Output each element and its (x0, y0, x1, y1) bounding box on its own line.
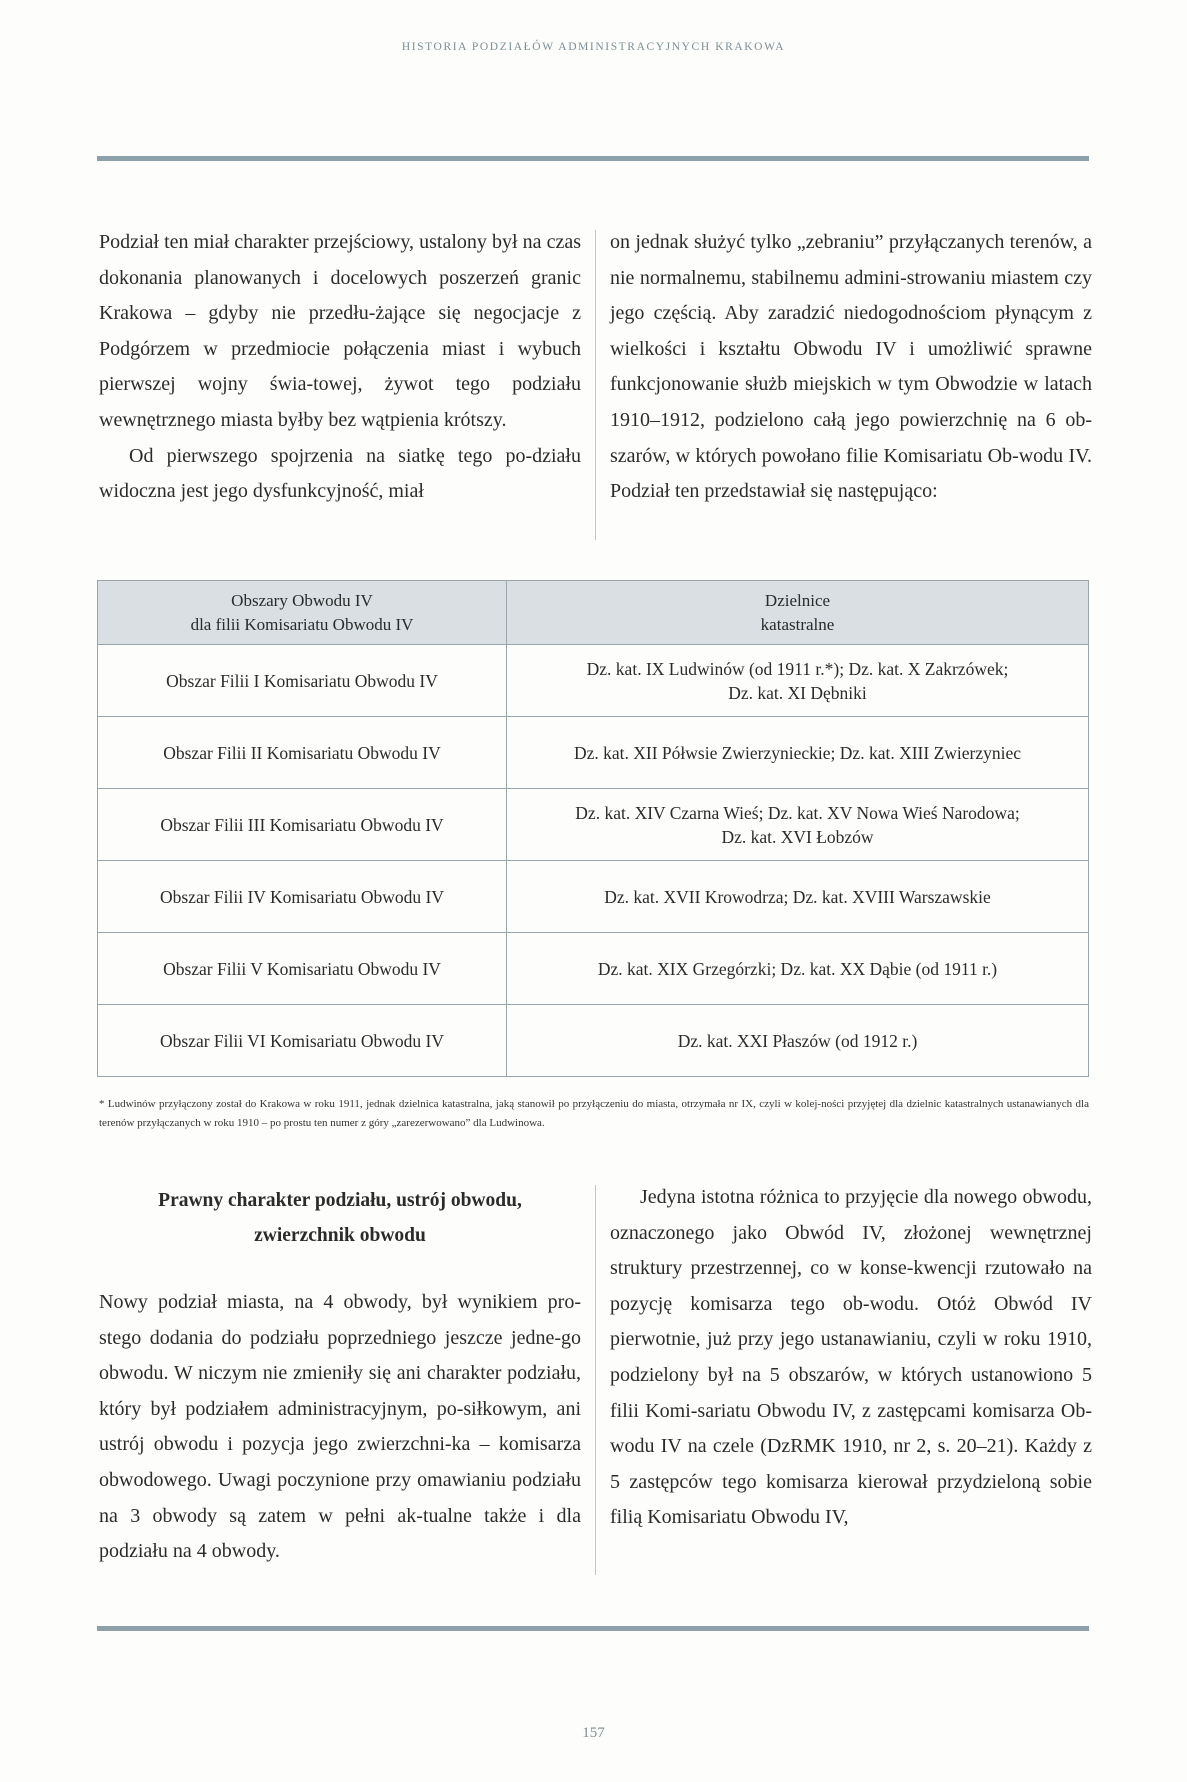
column-divider (595, 1185, 596, 1575)
header-areas-line: dla filii Komisariatu Obwodu IV (190, 614, 414, 634)
area-cell: Obszar Filii III Komisariatu Obwodu IV (98, 789, 507, 861)
section-heading (99, 1183, 581, 1253)
districts-line: Dz. kat. XVI Łobzów (721, 826, 874, 847)
districts-line: Dz. kat. XXI Płaszów (od 1912 r.) (677, 1030, 918, 1051)
districts-cell (507, 717, 1089, 789)
districts-cell (507, 789, 1089, 861)
table-header-row (98, 581, 1089, 645)
header-areas-line: Obszary Obwodu IV (231, 590, 373, 610)
header-districts-line: Dzielnice (764, 590, 831, 610)
filie-table (97, 580, 1089, 1077)
top-left-column (99, 225, 581, 510)
districts-cell (507, 1005, 1089, 1077)
area-cell: Obszar Filii I Komisariatu Obwodu IV (98, 645, 507, 717)
paragraph: on jednak służyć tylko „zebraniu” przyłączanych terenów, a nie normalnemu, stabilnemu admini-strowaniu miastem czy jego częścią. Aby zaradzić niedogodnościom płynącym z wielkości i kształtu Obwodu IV i umożliwić sprawne funkcjonowanie służb miejskich w tym Obwodzie w latach 1910–1912, podzielono całą jego powierzchnię na 6 ob-szarów, w których powołano filie Komisariatu Ob-wodu IV. Podział ten przedstawiał się następująco: (610, 231, 1092, 503)
area-cell: Obszar Filii VI Komisariatu Obwodu IV (98, 1005, 507, 1077)
districts-cell (507, 933, 1089, 1005)
districts-line: Dz. kat. IX Ludwinów (od 1911 r.*); Dz. kat. X Zakrzówek; (586, 658, 1009, 679)
districts-cell (507, 645, 1089, 717)
table-row (98, 1005, 1089, 1077)
section-heading-line: Prawny charakter podziału, ustrój obwodu, (158, 1190, 522, 1211)
table-row (98, 933, 1089, 1005)
paragraph: Nowy podział miasta, na 4 obwody, był wynikiem pro-stego dodania do podziału poprzedniego jeszcze jedne-go obwodu. W niczym nie zmieniły się ani charakter podziału, który był podziałem administracyjnym, po-siłkowym, ani ustrój obwodu i pozycja jego zwierzchni-ka – komisarza obwodowego. Uwagi poczynione przy omawianiu podziału na 3 obwody są zatem w pełni ak-tualne także i dla podziału na 4 obwody. (99, 1291, 581, 1563)
header-districts-line: katastralne (760, 614, 835, 634)
section-heading-line: zwierzchnik obwodu (254, 1225, 426, 1246)
table-row (98, 861, 1089, 933)
header-areas (98, 581, 507, 645)
header-districts (507, 581, 1089, 645)
paragraph: Od pierwszego spojrzenia na siatkę tego po-działu widoczna jest jego dysfunkcyjność, miał (99, 444, 581, 503)
districts-line: Dz. kat. XIV Czarna Wieś; Dz. kat. XV Nowa Wieś Narodowa; (575, 802, 1020, 823)
page-number: 157 (582, 1725, 605, 1741)
top-right-column (610, 225, 1092, 510)
table-row (98, 645, 1089, 717)
bottom-rule (97, 1626, 1089, 1631)
districts-line: Dz. kat. XII Półwsie Zwierzynieckie; Dz. kat. XIII Zwierzyniec (573, 742, 1022, 763)
top-rule (97, 156, 1089, 161)
paragraph: Podział ten miał charakter przejściowy, ustalony był na czas dokonania planowanych i docelowych poszerzeń granic Krakowa – gdyby nie przedłu-żające się negocjacje z Podgórzem w przedmiocie połączenia miast i wybuch pierwszej wojny świa-towej, żywot tego podziału wewnętrznego miasta byłby bez wątpienia krótszy. (99, 231, 581, 431)
districts-line: Dz. kat. XVII Krowodrza; Dz. kat. XVIII Warszawskie (604, 886, 991, 907)
bottom-right-column (610, 1180, 1092, 1536)
footnote: * Ludwinów przyłączony został do Krakowa w roku 1911, jednak dzielnica katastralna, jaką stanowił po przyłączeniu do miasta, otrzymała nr IX, czyli w kolej-ności przyjętej dla dzielnic katastralnych ustanawianych dla terenów przyłączanych w roku 1910 – po prostu ten numer z góry „zarezerwowano” dla Ludwinowa. (99, 1098, 1089, 1129)
column-divider (595, 230, 596, 540)
districts-line: Dz. kat. XI Dębniki (728, 682, 867, 703)
districts-cell (507, 861, 1089, 933)
area-cell: Obszar Filii IV Komisariatu Obwodu IV (98, 861, 507, 933)
districts-line: Dz. kat. XIX Grzegórzki; Dz. kat. XX Dąbie (od 1911 r.) (597, 958, 998, 979)
table-row (98, 789, 1089, 861)
bottom-left-column (99, 1285, 581, 1570)
area-cell: Obszar Filii V Komisariatu Obwodu IV (98, 933, 507, 1005)
running-head: HISTORIA PODZIAŁÓW ADMINISTRACYJNYCH KRAKOWA (401, 41, 786, 53)
table-row (98, 717, 1089, 789)
paragraph: Jedyna istotna różnica to przyjęcie dla nowego obwodu, oznaczonego jako Obwód IV, złożonej wewnętrznej struktury przestrzennej, co w konse-kwencji rzutowało na pozycję komisarza tego ob-wodu. Otóż Obwód IV pierwotnie, już przy jego ustanawianiu, czyli w roku 1910, podzielony był na 5 obszarów, w których ustanowiono 5 filii Komi-sariatu Obwodu IV, z zastępcami komisarza Ob-wodu IV na czele (DzRMK 1910, nr 2, s. 20–21). Każdy z 5 zastępców tego komisarza kierował przydzieloną sobie filią Komisariatu Obwodu IV, (610, 1186, 1092, 1529)
area-cell: Obszar Filii II Komisariatu Obwodu IV (98, 717, 507, 789)
